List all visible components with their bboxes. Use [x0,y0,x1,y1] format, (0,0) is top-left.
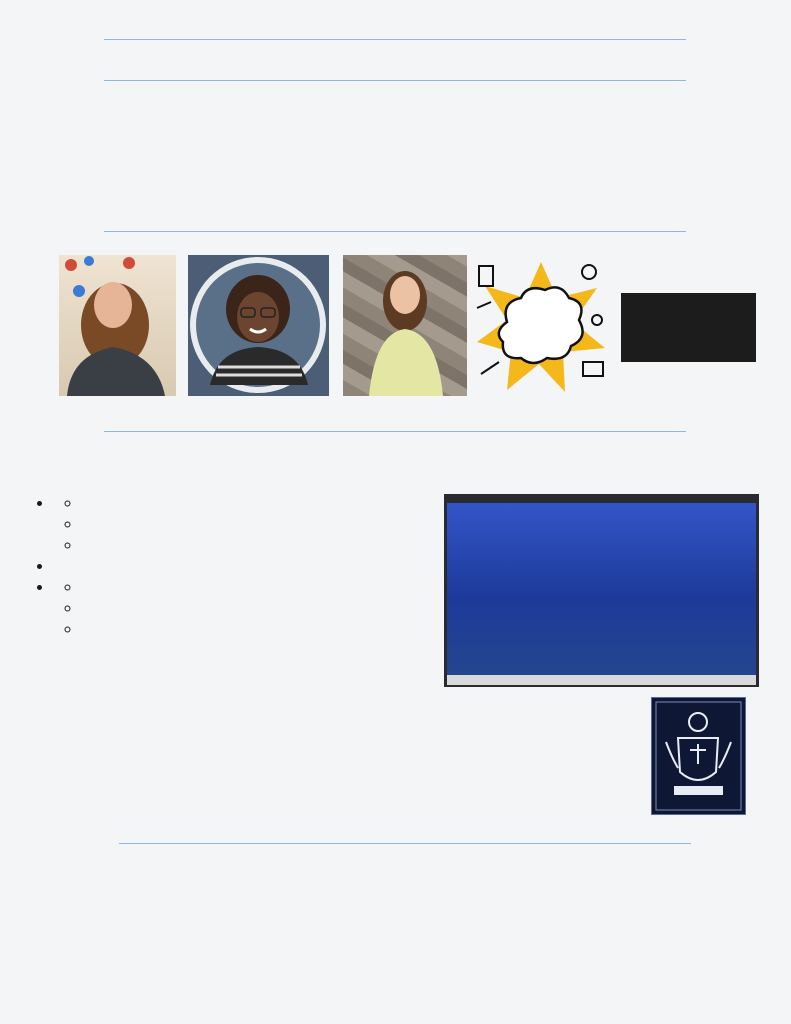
list-item [82,577,454,598]
carline-sublist [54,577,454,640]
list-item [82,514,454,535]
header-rule [104,80,686,81]
in-the-know-list [32,493,454,640]
staff-photo-webb [188,255,329,396]
new-staff-graphic [473,258,609,396]
list-item [82,619,454,640]
staff-photo-arnold [343,255,467,396]
house-scoreboard [444,494,759,687]
top-houses [447,515,756,589]
welcome-sign [621,293,756,362]
title-rule [104,231,686,232]
scoreboard-screen [447,503,756,675]
list-item [54,577,454,640]
staff-rule [104,431,686,432]
taskbar [447,675,756,685]
staff-photo-hicks [59,255,176,396]
dance-sublist [54,493,454,556]
bottom-rule [119,843,691,844]
list-item [82,493,454,514]
list-item [82,598,454,619]
list-item-tech [54,556,454,577]
list-item [82,535,454,556]
top-rule [104,39,686,40]
reveur-crest [651,697,746,815]
bottom-houses [447,593,756,673]
list-item [54,493,454,556]
